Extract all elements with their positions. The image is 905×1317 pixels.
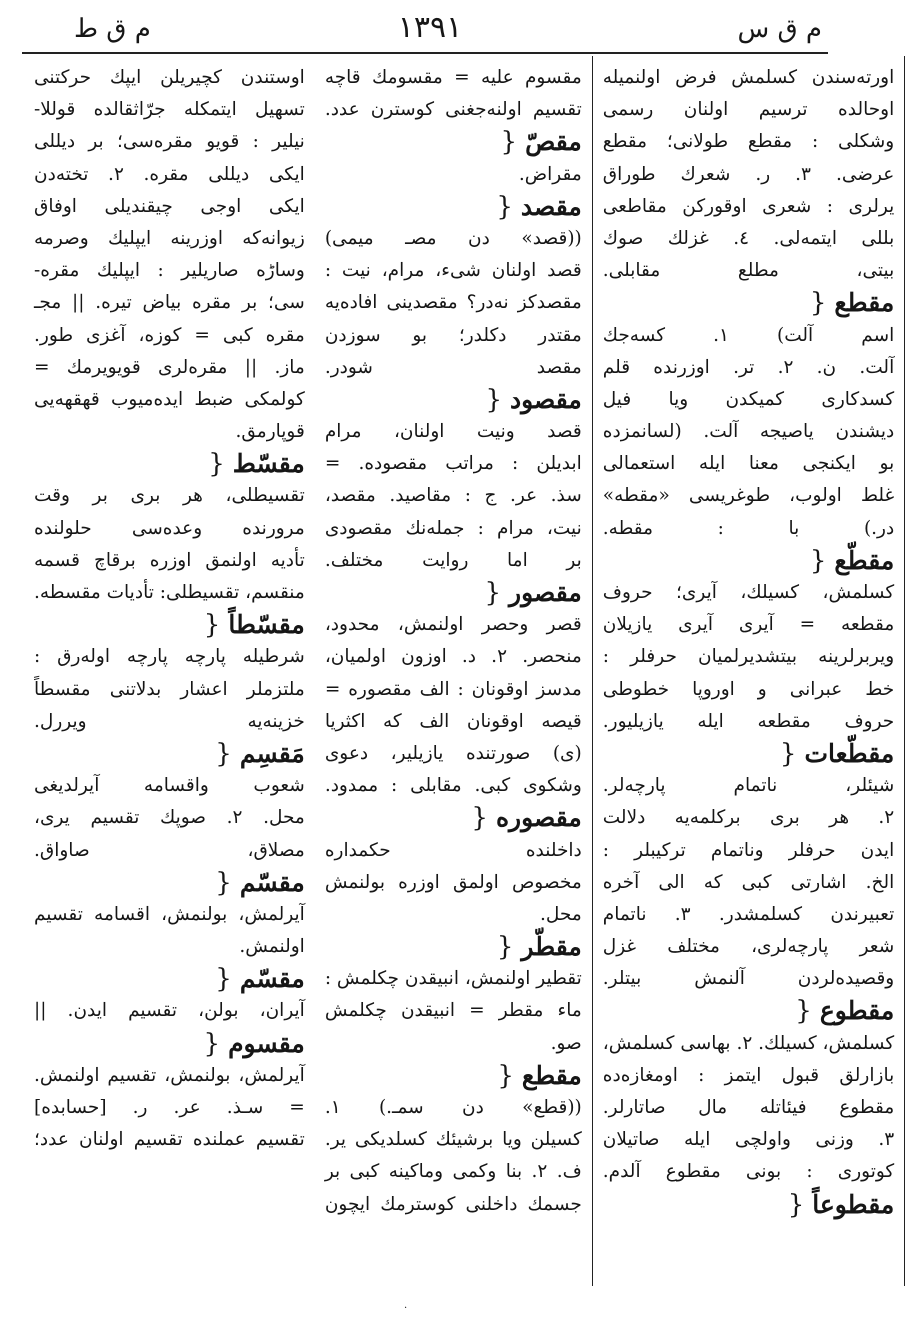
definition-line: قوپارمق. (235, 421, 305, 443)
definition-line: مرورنده وعده‌سی حلولنده (34, 517, 305, 539)
definition-line: شرطيله پارچه پارچه اولەرق : (34, 646, 305, 668)
definition-line: كولمكی ضبط ايده‌ميوب قهقهه‌يی (34, 388, 305, 410)
definition-line: قصد اولنان شیء، مرام، نيت : (324, 260, 582, 282)
definition-line: ويربرلرينه بيتشديرلميان حرفلر : (602, 646, 895, 668)
definition-line: خزينه‌يه ويررل. (34, 710, 305, 732)
definition-line: مقتدر دكلدر؛ بو سوزدن (324, 324, 582, 346)
definition-line: يرلری : شعری اوقوركن مقاطعی (602, 195, 895, 217)
brace-mark: { (485, 384, 502, 415)
column-middle (315, 56, 593, 1286)
definition-line: كسيلن ويا برشيئك كسلديكی ير. (324, 1129, 582, 1151)
headword: مقصوره (495, 803, 582, 833)
definition-line: شعوب واقسامه آيرلديغی (34, 775, 305, 797)
entry-headword-line (34, 738, 305, 770)
definition-line: مقصد شودر. (324, 356, 582, 378)
definition-line: زيوانه‌كه اوزرينه ايپليك وصرمه (34, 227, 305, 249)
definition-line: ملتزملر اعشار بدلاتنی مقسطاً (34, 678, 305, 700)
definition-line: مقصدكز نه‌در؟ مقصدينی افاده‌يه (324, 292, 582, 314)
brace-mark: { (471, 803, 488, 834)
definition-line: كوتوری : بونی مقطوع آلدم. (602, 1161, 895, 1183)
brace-mark: { (809, 288, 827, 319)
definition-line: ديشندن ياصيجه آلت. (لسانمزده (602, 421, 895, 443)
definition-line: بو ايكنجی معنا ايله استعمالی (602, 453, 895, 475)
definition-line: وشكوی كبی. مقابلی : ممدود. (324, 775, 582, 797)
definition-line: ايدن حرفلر وناتمام تركيبلر : (602, 839, 895, 861)
entry-headword-line (325, 384, 582, 416)
definition-line: قصد ونيت اولنان، مرام (324, 421, 582, 443)
brace-mark: { (787, 1189, 805, 1220)
page-number: ١٣٩١ (397, 10, 463, 45)
brace-mark: { (779, 738, 797, 769)
headword: مقسوم (228, 1028, 305, 1058)
definition-line: مقطعه = آيری آيری يازيلان (602, 614, 895, 636)
definition-line: مقره كبی = كوزه، آغزی طور. (34, 324, 305, 346)
headword: مقسّم (239, 964, 305, 994)
definition-line: قصر وحصر اولنمش، محدود، (324, 614, 582, 636)
definition-line: در.) با : مقطه. (602, 517, 895, 539)
brace-mark: { (215, 867, 232, 898)
definition-line: ماز. || مقره‌لری قويويرمك = (34, 356, 305, 378)
headword: مقطّر (521, 932, 582, 962)
entry-headword-line (34, 609, 305, 641)
definition-line: آيران، بولن، تقسيم ايدن. || (34, 1000, 305, 1022)
header-rule (22, 52, 828, 54)
definition-line: نيلير : قويو مقره‌سی؛ بر ديللی (34, 131, 305, 153)
dictionary-columns (24, 56, 895, 1286)
definition-line: بيتی، مطلع مقابلی. (602, 260, 895, 282)
definition-line: سذ. عر. ج : مقاصيد. مقصد، (324, 485, 582, 507)
entry-headword-line (603, 545, 894, 577)
column-right (24, 56, 315, 1286)
headword: مَقسِم (239, 738, 305, 768)
entry-headword-line (34, 1028, 305, 1060)
entry-headword-line (325, 577, 582, 609)
header-left-guide-letters: م ق ط (74, 14, 151, 44)
definition-line: (ی) صورتنده يازيلير، دعوی (324, 742, 582, 764)
entry-headword-line (325, 191, 582, 223)
headword: مقطّعات (804, 738, 895, 768)
definition-line: مدسز اوقونان : الف مقصوره = (324, 678, 582, 700)
definition-line: ف. ٢. بنا وكمی وماكينه كبی بر (324, 1161, 582, 1183)
brace-mark: { (215, 964, 232, 995)
brace-mark: { (484, 578, 502, 608)
brace-mark: { (795, 996, 812, 1027)
headword: مقسّم (239, 867, 305, 897)
brace-mark: { (496, 932, 514, 963)
headword: مقصّ (525, 127, 582, 157)
definition-line: اسم آلت) ١. كسه‌جك (602, 324, 895, 346)
headword: مقسّطاً (228, 610, 305, 640)
header-right-guide-letters: م ق س (737, 14, 822, 44)
definition-line: بر اما روايت مختلف. (324, 549, 582, 571)
definition-line: ٣. وزنی واولچی ايله صاتيلان (602, 1129, 895, 1151)
definition-line: مصلاق، صاواق. (34, 839, 305, 861)
entry-headword-line (34, 867, 305, 899)
brace-mark: { (809, 545, 827, 576)
definition-line: قيصه اوقونان الف كه اكثريا (324, 710, 582, 732)
definition-line: غلط اولوب، طوغريسی «مقطه» (602, 485, 895, 507)
entry-headword-line (325, 1060, 582, 1092)
definition-line: ماء مقطر = انبيقدن چكلمش (324, 1000, 582, 1022)
definition-line: منقسم، تقسيطلی: تأديات مقسطه. (34, 582, 305, 603)
definition-line: ايكی ديللی مقره. ٢. تخته‌دن (34, 163, 305, 185)
definition-line: بازارلق قبول ايتمز : اومغازه‌ده (602, 1064, 895, 1086)
definition-line: تسهيل ايتمكله جرّاثقالده قوللا- (34, 99, 305, 121)
entry-headword-line (34, 963, 305, 995)
headword: مقصد (520, 191, 582, 221)
definition-line: تقسيم عملنده تقسيم اولنان عدد؛ (34, 1129, 305, 1151)
definition-line: = سـذ. عر. ر. [حسابده] (34, 1097, 305, 1118)
definition-line: اورته‌سندن كسلمش فرض اولنميله (602, 67, 895, 88)
definition-line: تقسيم اولنه‌جغنی كوسترن عدد. (324, 99, 582, 121)
brace-mark: { (203, 610, 221, 641)
entry-headword-line (325, 931, 582, 963)
entry-headword-line (603, 287, 894, 319)
definition-line: حروف مقطعه ايله يازيليور. (602, 710, 895, 732)
definition-line: داخلنده حكمداره (324, 839, 582, 861)
column-left (593, 56, 905, 1286)
definition-line: ((قصد» دن مصـ ميمی) (324, 227, 582, 249)
brace-mark: { (215, 738, 232, 769)
definition-line: كسدكاری كميكدن ويا فيل (602, 388, 895, 410)
definition-line: مقراض. (518, 163, 582, 185)
definition-line: اوستندن كچيريلن ايپك حركتنی (34, 67, 305, 88)
definition-line: اوحالده ترسيم اولنان رسمی (602, 99, 895, 121)
entry-headword-line (325, 126, 582, 158)
entry-headword-line (325, 802, 582, 834)
definition-line: وقصيده‌لردن آلنمش بيتلر. (602, 968, 895, 990)
definition-line: مقطوع فيئاتله مال صاتارلر. (602, 1097, 895, 1118)
definition-line: صو. (550, 1032, 582, 1054)
entry-headword-line (34, 448, 305, 480)
definition-line: منحصر. ٢. د. اوزون اولميان، (324, 646, 582, 668)
definition-line: تقسيطلی، هر بری بر وقت (34, 485, 305, 507)
definition-line: الخ. اشارتی كبی كه الی آخره (602, 871, 895, 893)
definition-line: كسلمش، كسيلك. ٢. بهاسی كسلمش، (602, 1032, 895, 1054)
page-header (30, 6, 830, 48)
headword: مقسّط (232, 449, 305, 479)
headword: مقطع (834, 288, 895, 318)
definition-line: بللی ايتمه‌لی. ٤. غزلك صوك (602, 227, 895, 249)
definition-line: محل. (540, 903, 582, 925)
definition-line: شعر پارچه‌لری، مختلف غزل (602, 936, 895, 958)
definition-line: وشكلی : مقطع طولانی؛ مقطع (602, 131, 895, 153)
entry-headword-line (603, 738, 894, 770)
headword: مقطع (521, 1060, 582, 1090)
definition-line: وساڑه صاريلير : ايپليك مقره- (34, 260, 305, 282)
definition-line: كسلمش، كسيلك، آيری؛ حروف (602, 582, 895, 603)
definition-line: سی؛ بر مقره بياض تيره. || مجـ (34, 292, 305, 314)
definition-line: عرضی. ٣. ر. شعرك طوراق (602, 163, 895, 185)
brace-mark: { (496, 191, 513, 222)
headword: مقطوعاً (812, 1189, 895, 1219)
page-dot: . (404, 1300, 408, 1311)
definition-line: اولنمش. (239, 936, 305, 958)
headword: مقصود (510, 384, 582, 414)
brace-mark: { (208, 449, 225, 480)
definition-line: ٢. هر بری بركلمه‌يه دلالت (602, 807, 895, 829)
definition-line: ايكی اوجی چيقنديلی اوفاق (34, 195, 305, 217)
definition-line: جسمك داخلنی كوسترمك ايچون (324, 1193, 582, 1215)
entry-headword-line (603, 995, 894, 1027)
brace-mark: { (500, 127, 518, 158)
definition-line: محل. ٢. صوپك تقسيم يری، (34, 807, 305, 829)
definition-line: مخصوص اولمق اوزره بولنمش (324, 871, 582, 893)
definition-line: تقطير اولنمش، انبيقدن چكلمش : (324, 968, 582, 990)
definition-line: ابدیلن : مراتب مقصوده. = (324, 453, 582, 475)
definition-line: ((قطع» دن سمـ.) ١. (324, 1097, 582, 1118)
headword: مقصور (509, 578, 582, 607)
headword: مقطّع (834, 545, 895, 575)
definition-line: آيرلمش، بولنمش، اقسامه تقسيم (34, 903, 305, 925)
brace-mark: { (497, 1060, 514, 1091)
headword: مقطوع (819, 996, 895, 1026)
definition-line: آيرلمش، بولنمش، تقسيم اولنمش. (34, 1064, 305, 1086)
definition-line: تعبيرندن كسلمشدر. ٣. ناتمام (602, 903, 895, 925)
entry-headword-line (603, 1189, 894, 1221)
definition-line: تأديه اولنمق اوزره برقاچ قسمه (34, 549, 305, 571)
brace-mark: { (203, 1028, 221, 1059)
definition-line: آلت. ن. ٢. تر. اوزرنده قلم (602, 356, 895, 378)
definition-line: نيت، مرام : جمله‌نك مقصودی (324, 517, 582, 539)
definition-line: خط عبرانی و اوروپا خطوطی (602, 678, 895, 700)
definition-line: مقسوم عليه = مقسومك قاچه (324, 67, 582, 88)
definition-line: شيئلر، ناتمام پارچه‌لر. (602, 775, 895, 797)
